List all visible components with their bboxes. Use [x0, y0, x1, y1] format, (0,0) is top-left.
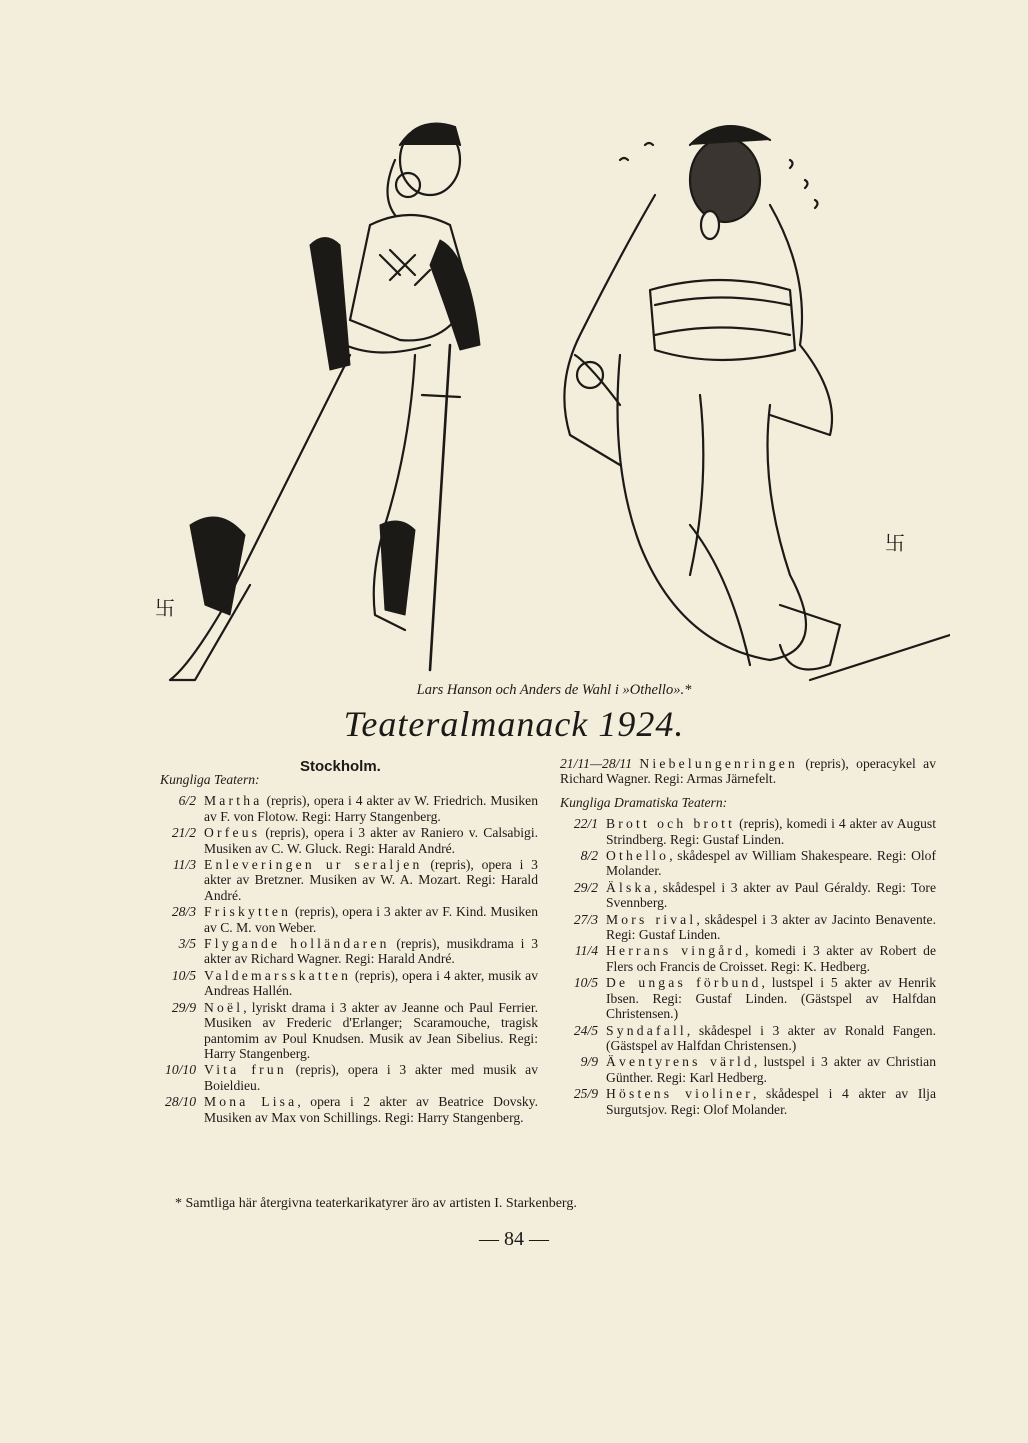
entry-date: 21/2	[171, 825, 196, 841]
entry-date: 27/3	[573, 911, 598, 927]
section-heading: Kungliga Teatern:	[160, 772, 260, 787]
entry-description: , opera i 2 akter av Beatrice Dovsky. Musiken av Max von Schillings. Regi: Harry Stangenberg.	[204, 1094, 538, 1125]
entry-title: Mona Lisa	[204, 1094, 298, 1110]
entry-description: (repris), operacykel av Richard Wagner. Regi: Armas Järnefelt.	[560, 756, 936, 787]
entry-description: (repris), opera i 4 akter, musik av Andreas Hallén.	[204, 967, 538, 999]
entry-description: , komedi i 3 akter av Robert de Flers och Francis de Croisset. Regi: K. Hedberg.	[606, 943, 936, 974]
entry-date: 29/2	[573, 879, 598, 895]
list-item	[160, 904, 538, 935]
entry-title: Niebelungenringen	[639, 756, 798, 771]
footnote: * Samtliga här återgivna teaterkarikatyrer äro av artisten I. Starkenberg.	[175, 1196, 577, 1211]
entry-title: Herrans vingård	[606, 943, 746, 959]
list-item	[160, 1062, 538, 1093]
entry-description: (repris), opera i 3 akter av Raniero v. Calsabigi. Musiken av C. W. Gluck. Regi: Harald André.	[204, 825, 538, 856]
list-item	[160, 1094, 538, 1125]
entry-title: Noël	[204, 999, 244, 1015]
city-heading: Stockholm.	[300, 758, 381, 775]
section-heading: Kungliga Dramatiska Teatern:	[560, 794, 728, 810]
entry-description: , skådespel i 4 akter av Ilja Surgutsjov. Regi: Olof Molander.	[606, 1086, 936, 1117]
entry-list	[560, 816, 936, 1117]
list-item	[560, 756, 936, 787]
entry-date: 11/4	[574, 943, 598, 959]
entry-title: Flygande holländaren	[204, 936, 390, 952]
entry-title: Friskytten	[204, 904, 292, 920]
entry-title: Vita frun	[204, 1062, 287, 1078]
entry-date: 6/2	[178, 793, 196, 809]
entry-title: Orfeus	[204, 825, 261, 841]
entry-title: De ungas förbund	[606, 975, 762, 991]
entry-description: , skådespel i 3 akter av Jacinto Benavente. Regi: Gustaf Linden.	[606, 911, 936, 943]
entry-description: , lustspel i 5 akter av Henrik Ibsen. Regi: Gustaf Linden. (Gästspel av Halfdan Christensen.)	[606, 975, 936, 1022]
entry-title: Syndafall	[606, 1022, 687, 1038]
page-title: Teateralmanack 1924.	[343, 704, 685, 744]
entry-title: Valdemarsskatten	[204, 967, 352, 983]
entry-description: (repris), musikdrama i 3 akter av Richard Wagner. Regi: Harald André.	[204, 936, 538, 967]
entry-description: (repris), opera i 3 akter av Bretzner. Musiken av W. A. Mozart. Regi: Harald André.	[204, 857, 538, 903]
entry-description: , lyriskt drama i 3 akter av Jeanne och Paul Ferrier. Musiken av Frederic d'Erlanger; Scaramouche, tragisk pantomim av Poul Knudsen. Musik av Jean Sibelius. Regi: Harry Stangenberg.	[204, 999, 538, 1061]
svg-text:卐: 卐	[885, 531, 905, 555]
entry-description: , skådespel av William Shakespeare. Regi: Olof Molander.	[606, 848, 936, 879]
entry-date: 10/5	[573, 975, 598, 991]
entry-date: 10/5	[171, 967, 196, 983]
entry-title: Brott och brott	[606, 816, 736, 832]
list-item	[560, 1023, 936, 1054]
entry-description: (repris), opera i 3 akter med musik av Boieldieu.	[204, 1062, 538, 1093]
entry-list	[160, 793, 538, 1125]
list-item	[560, 912, 936, 943]
entry-date: 22/1	[573, 816, 598, 832]
entry-title: Martha	[204, 793, 263, 809]
entry-date: 3/5	[178, 936, 196, 952]
list-item	[160, 968, 538, 999]
entry-description: (repris), opera i 3 akter av F. Kind. Musiken av C. M. von Weber.	[204, 904, 538, 935]
entry-date: 28/3	[171, 904, 196, 920]
entry-title: Höstens violiner	[606, 1086, 753, 1102]
entry-date: 11/3	[172, 857, 196, 873]
entry-description: , skådespel i 3 akter av Ronald Fangen. (Gästspel av Halfdan Christensen.)	[606, 1022, 936, 1053]
entry-date: 25/9	[573, 1086, 598, 1102]
list-item	[560, 943, 936, 974]
entry-date: 9/9	[580, 1054, 598, 1070]
page-number: — 84 —	[479, 1228, 549, 1250]
right-column	[560, 756, 936, 1118]
list-item	[160, 857, 538, 903]
entry-description: , lustspel i 3 akter av Christian Günther. Regi: Karl Hedberg.	[606, 1054, 936, 1085]
list-item	[160, 936, 538, 967]
entry-title: Othello	[606, 848, 670, 864]
entry-title: Mors rival	[606, 911, 697, 927]
entry-date: 24/5	[573, 1022, 598, 1038]
entry-description: (repris), komedi i 4 akter av August Strindberg. Regi: Gustaf Linden.	[606, 816, 936, 847]
entry-title: Äventyrens värld	[606, 1054, 754, 1070]
list-item	[560, 1086, 936, 1117]
entry-date: 10/10	[165, 1062, 196, 1078]
list-item	[560, 816, 936, 847]
list-item	[560, 1054, 936, 1085]
left-column	[160, 772, 538, 1126]
entry-date: 28/10	[165, 1094, 196, 1110]
illustration-caption: Lars Hanson och Anders de Wahl i »Othello».*	[416, 682, 692, 698]
caricature-illustration	[150, 105, 950, 685]
left-figure-drawing	[155, 124, 480, 680]
entry-description: (repris), opera i 4 akter av W. Friedrich. Musiken av F. von Flotow. Regi: Harry Stangenberg.	[204, 793, 538, 824]
entry-date: 29/9	[171, 999, 196, 1015]
entry-title: Älska	[606, 879, 654, 895]
right-figure-drawing	[564, 126, 950, 680]
list-item	[160, 793, 538, 824]
svg-text:卐: 卐	[155, 596, 175, 620]
list-item	[560, 848, 936, 879]
list-item	[160, 1000, 538, 1062]
entry-description: , skådespel i 3 akter av Paul Géraldy. Regi: Tore Svennberg.	[606, 879, 936, 911]
list-item	[160, 825, 538, 856]
entry-date: 8/2	[580, 848, 598, 864]
list-item	[560, 880, 936, 911]
entry-date: 21/11—28/11	[560, 756, 632, 771]
list-item	[560, 975, 936, 1021]
entry-title: Enleveringen ur seraljen	[204, 857, 423, 873]
